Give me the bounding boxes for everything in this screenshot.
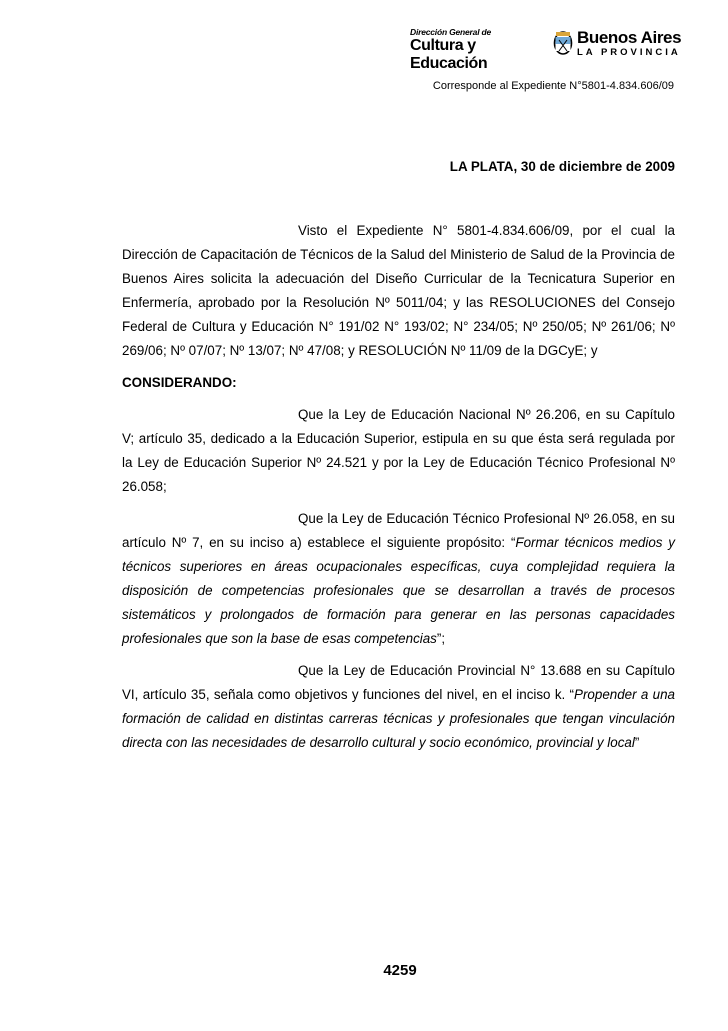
logo-direccion-general [410,27,552,72]
page-number: 4259 [383,962,417,979]
considerando-heading: CONSIDERANDO: [122,375,237,390]
document-date: LA PLATA, 30 de diciembre de 2009 [449,159,675,174]
provincial-seal-icon [553,28,573,56]
paragraph-3-end: ” [634,735,640,750]
paragraph-2-quote: Formar técnicos medios y técnicos superiores en áreas ocupacionales específicas, cuya complejidad requiera la disposición de competencias profesionales que se desarrollan a través de procesos sistemáticos y prolongados de formación para generar en las personas capacidades profesionales que son la base de esas competencias [122,535,676,646]
document-body [122,219,675,755]
paragraph-3-text: Que la Ley de Educación Provincial N° 13.688 en su Capítulo VI, artículo 35, señala como objetivos y funciones del nivel, en el inciso k. “ [122,663,675,702]
logo-left-subtitle: Dirección General de [410,27,492,37]
paragraph-2-text: Que la Ley de Educación Técnico Profesional Nº 26.058, en su artículo Nº 7, en su inciso a) establece el siguiente propósito: “ [122,511,675,550]
visto-paragraph: Visto el Expediente N° 5801-4.834.606/09, por el cual la Dirección de Capacitación de Técnicos de la Salud del Ministerio de Salud de la Provincia de Buenos Aires solicita la adecuación del Diseño Curricular de la Tecnicatura Superior en Enfermería, aprobado por la Resolución Nº 5011/04; y las RESOLUCIONES del Consejo Federal de Cultura y Educación N° 191/02 N° 193/02; N° 234/05; Nº 250/05; Nº 261/06; Nº 269/06; Nº 07/07; Nº 13/07; Nº 47/08; y RESOLUCIÓN Nº 11/09 de la DGCyE; y [122,223,675,358]
paragraph-3-quote: Propender a una formación de calidad en distintas carreras técnicas y profesionales que tengan vinculación directa con las necesidades de desarrollo cultural y socio económico, provincial y local [122,687,675,750]
expediente-reference: Corresponde al Expediente N°5801-4.834.606/09 [432,80,674,92]
paragraph-2-end: ”; [436,631,446,646]
considerando-paragraph-1: Que la Ley de Educación Nacional Nº 26.206, en su Capítulo V; artículo 35, dedicado a la Educación Superior, estipula en su que ésta será regulada por la Ley de Educación Superior Nº 24.521 y por la Ley de Educación Técnico Profesional Nº 26.058; [122,407,675,494]
logo-buenos-aires [577,29,687,58]
logo-left-title: Cultura y Educación [410,37,488,72]
considerando-paragraph-3 [122,659,675,755]
logo-right-subtitle: LA PROVINCIA [577,47,681,58]
logo-right-title: Buenos Aires [577,28,682,47]
considerando-paragraph-2 [122,507,675,651]
